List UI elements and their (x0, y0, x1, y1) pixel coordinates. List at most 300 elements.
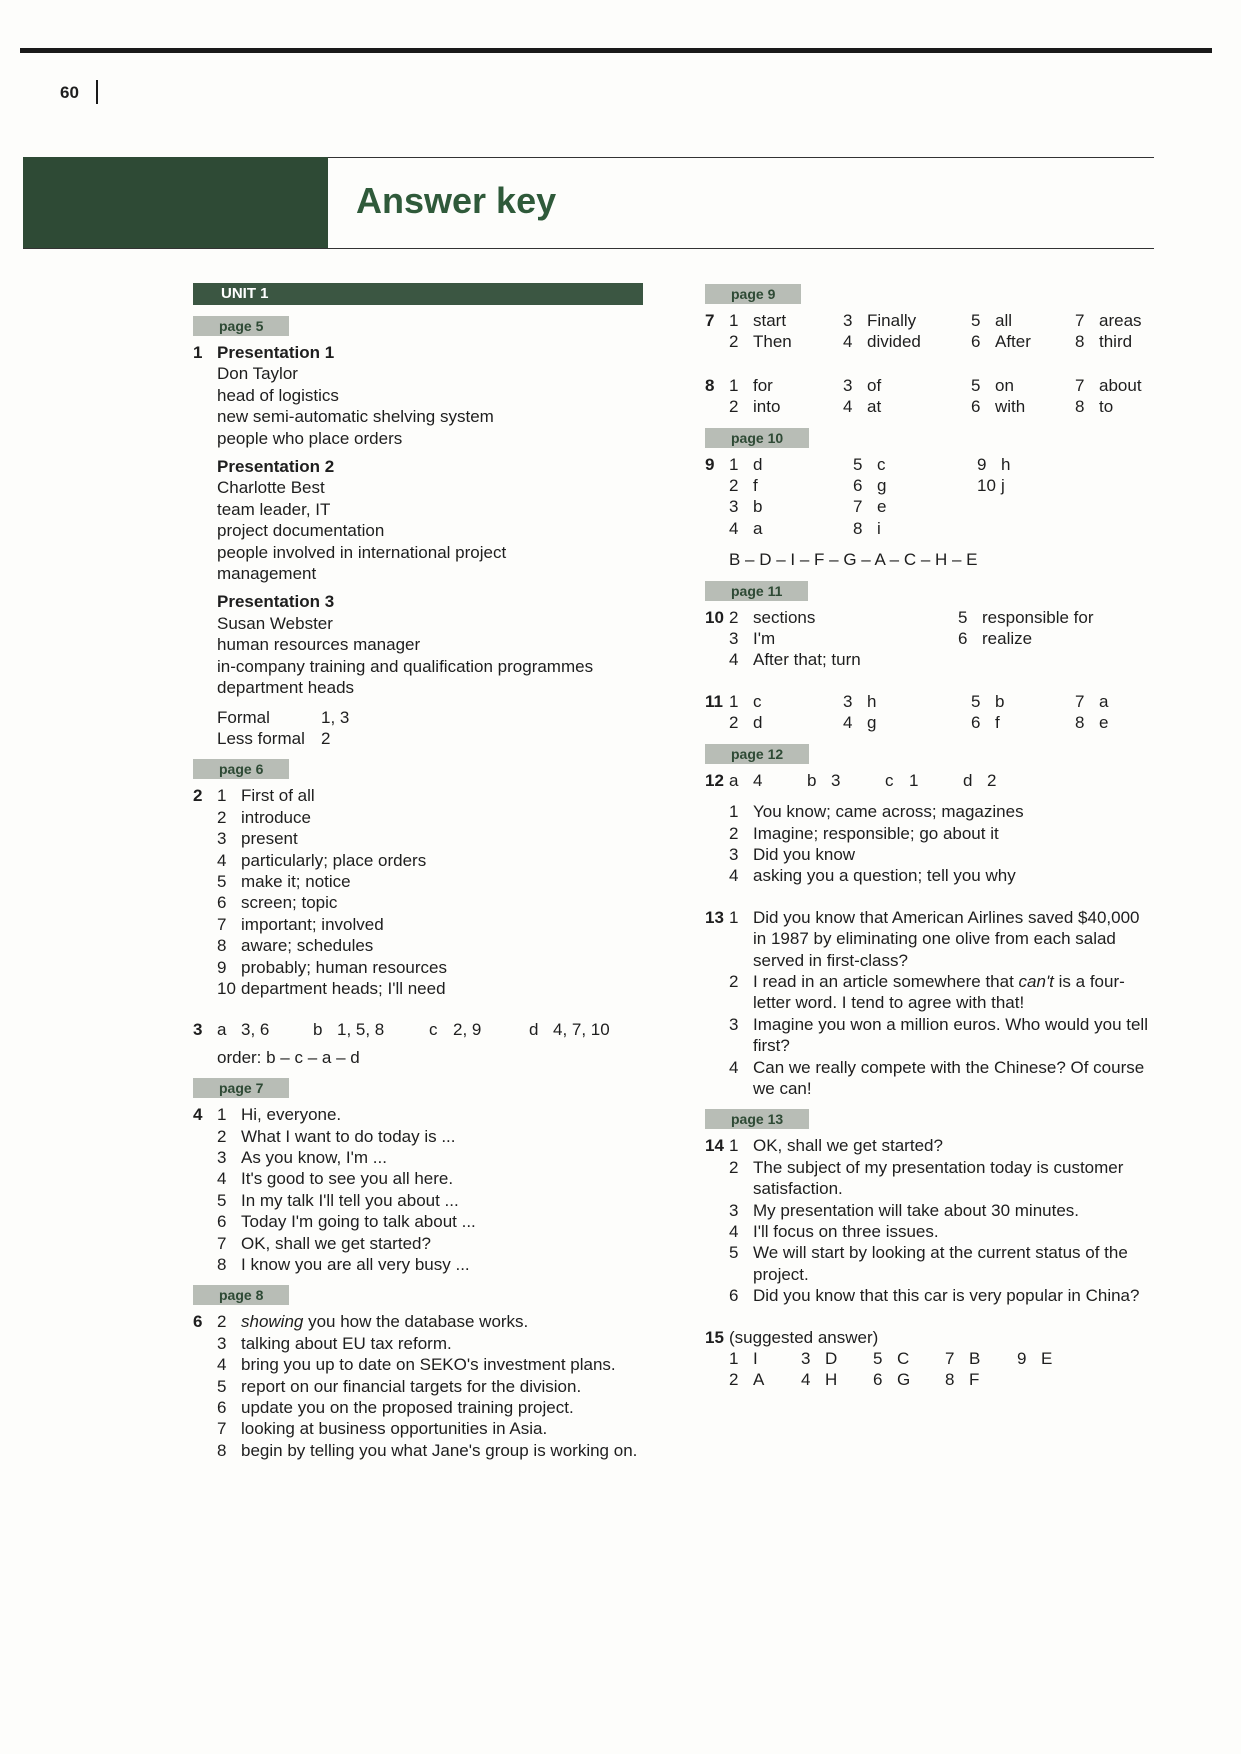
matching-row (217, 1019, 643, 1040)
grid-cell: 2 (729, 476, 739, 496)
grid-cell (1017, 1369, 1041, 1390)
item-number: 1 (217, 1105, 227, 1125)
item-value: 3 (831, 770, 841, 790)
exercise-4 (193, 1104, 643, 1275)
answer-grid (729, 454, 1155, 540)
page-tab-13: page 13 (705, 1109, 809, 1129)
presentation-heading: Presentation 3 (217, 592, 335, 612)
grid-cell (1001, 496, 1081, 517)
answer-line: in-company training and qualification programmes (217, 656, 594, 676)
item-text: OK, shall we get started? (241, 1233, 431, 1253)
item-value: 1 (909, 770, 919, 790)
grid-cell: 5 (853, 454, 863, 474)
page-tab-6: page 6 (193, 759, 289, 779)
grid-cell: 3 (843, 375, 853, 395)
less-formal-label: Less formal (217, 728, 305, 748)
grid-cell: 6 (853, 476, 863, 496)
item-text: What I want to do today is ... (241, 1126, 456, 1146)
grid-cell: 5 (958, 607, 968, 627)
item-letter: d (963, 770, 973, 790)
grid-cell: all (995, 311, 1013, 330)
grid-cell: 5 (971, 375, 981, 395)
list-item (217, 1440, 643, 1461)
item-text: You know; came across; magazines (753, 802, 1024, 822)
less-formal-value: 2 (321, 728, 331, 748)
grid-cell: a (753, 518, 763, 538)
item-text: report on our financial targets for the division. (241, 1376, 582, 1396)
exercise-15 (705, 1327, 1155, 1391)
answer-line: people involved in international project (217, 542, 507, 562)
page-number: 60 (60, 83, 79, 102)
grid-cell: d (753, 713, 763, 733)
item-text: talking about EU tax reform. (241, 1333, 452, 1353)
top-rule (20, 48, 1212, 53)
grid-cell (977, 496, 1001, 517)
exercise-number: 10 (705, 607, 724, 627)
list-item (729, 971, 1155, 1014)
grid-cell: 2 (729, 713, 739, 733)
item-letter: c (885, 770, 894, 790)
grid-cell: i (877, 518, 881, 538)
item-text: Did you know that American Airlines saved $40,000 in 1987 by eliminating one olive from each salad served in first-class? (753, 907, 1140, 970)
grid-cell (1001, 518, 1081, 539)
list-item (217, 807, 643, 828)
list-item (729, 823, 1155, 844)
presentation-heading: Presentation 2 (217, 457, 335, 477)
grid-cell: 7 (853, 497, 863, 517)
grid-cell: 6 (971, 713, 981, 733)
grid-cell: 3 (843, 691, 853, 711)
page-tab-8: page 8 (193, 1285, 289, 1305)
item-number: 5 (729, 1243, 739, 1263)
grid-cell: 7 (1075, 311, 1085, 330)
item-number: 8 (217, 1255, 227, 1275)
grid-cell: about (1099, 375, 1142, 395)
unit-heading: UNIT 1 (193, 283, 643, 305)
exercise-9 (705, 454, 1155, 571)
item-text: introduce (241, 807, 311, 827)
item-text: probably; human resources (241, 957, 448, 977)
grid-cell: d (753, 454, 763, 474)
item-text (753, 971, 1155, 1014)
grid-cell: 6 (971, 397, 981, 417)
list-item (729, 907, 1155, 971)
formality-table (217, 707, 643, 750)
list-item (217, 1397, 643, 1418)
list-item (217, 1376, 643, 1397)
grid-cell: sections (753, 607, 816, 627)
page-tab-10: page 10 (705, 428, 809, 448)
list-item (217, 1104, 643, 1125)
item-text: After that; turn (753, 650, 861, 670)
item-number: 4 (729, 1057, 739, 1077)
item-text: begin by telling you what Jane's group is working on. (241, 1440, 638, 1460)
item-number: 6 (217, 893, 227, 913)
list-item (217, 1354, 643, 1375)
grid-cell: 1 (729, 1349, 739, 1369)
item-number: 2 (729, 823, 739, 843)
item-letter: a (217, 1020, 227, 1040)
list-item (217, 785, 643, 806)
answer-line: team leader, IT (217, 499, 331, 519)
grid-cell: 6 (873, 1370, 883, 1390)
grid-cell: f (995, 713, 1000, 733)
page-tab-9: page 9 (705, 284, 801, 304)
grid-cell: g (867, 713, 877, 733)
page-number-divider (96, 80, 98, 104)
item-value: 3, 6 (241, 1020, 270, 1040)
grid-cell: c (877, 454, 886, 474)
title-rule-top (328, 157, 1154, 158)
item-text-rest: you how the database works. (303, 1312, 529, 1332)
item-number: 2 (217, 1126, 227, 1146)
grid-cell: third (1099, 332, 1133, 352)
answer-line: management (217, 564, 317, 584)
list-item (217, 935, 643, 956)
grid-cell: start (753, 311, 787, 330)
item-number: 8 (217, 936, 227, 956)
grid-cell: responsible for (982, 607, 1094, 627)
item-number: 6 (217, 1398, 227, 1418)
answer-line: new semi-automatic shelving system (217, 407, 494, 427)
exercise-number: 15 (705, 1327, 724, 1347)
grid-cell: C (897, 1349, 910, 1369)
item-text: Did you know that this car is very popular in China? (753, 1286, 1140, 1306)
grid-cell: 4 (843, 397, 853, 417)
answer-line: project documentation (217, 521, 385, 541)
item-number: 9 (217, 957, 227, 977)
grid-cell: 2 (729, 607, 739, 627)
list-item (729, 1135, 1155, 1156)
grid-cell: 5 (873, 1349, 883, 1369)
grid-cell: 5 (971, 691, 981, 711)
list-item (729, 1014, 1155, 1057)
grid-cell: 4 (729, 518, 739, 538)
grid-cell: A (753, 1370, 765, 1390)
exercise-number: 2 (193, 786, 203, 806)
list-item (217, 892, 643, 913)
exercise-number: 14 (705, 1136, 724, 1156)
grid-cell: 9 (977, 454, 987, 474)
exercise-6 (193, 1311, 643, 1461)
item-letter: d (529, 1020, 539, 1040)
item-text: bring you up to date on SEKO's investment plans. (241, 1355, 616, 1375)
grid-cell: Then (753, 332, 792, 352)
list-item (729, 1200, 1155, 1221)
list-item (217, 1333, 643, 1354)
item-number: 1 (217, 786, 227, 806)
title-band (23, 157, 328, 249)
item-text: OK, shall we get started? (753, 1136, 943, 1156)
item-text: Hi, everyone. (241, 1105, 342, 1125)
item-number: 1 (729, 802, 739, 822)
item-number: 2 (729, 971, 739, 991)
grid-cell: realize (982, 629, 1033, 649)
grid-cell: 1 (729, 311, 739, 330)
grid-cell: areas (1099, 311, 1142, 330)
item-number: 4 (729, 1222, 739, 1241)
item-text (241, 1311, 643, 1332)
exercise-number: 13 (705, 907, 724, 927)
exercise-1 (193, 342, 643, 749)
item-number: 4 (217, 1355, 227, 1375)
item-text: department heads; I'll need (241, 978, 446, 998)
item-text: As you know, I'm ... (241, 1148, 387, 1167)
grid-cell: G (897, 1370, 911, 1390)
exercise-number: 11 (705, 691, 723, 711)
list-item (217, 1211, 643, 1232)
answer-line: Susan Webster (217, 613, 333, 633)
grid-cell: Finally (867, 311, 917, 330)
item-text: I'll focus on three issues. (753, 1222, 939, 1241)
item-value: 4, 7, 10 (553, 1020, 610, 1040)
item-letter: b (807, 770, 817, 790)
item-text: present (241, 829, 298, 849)
exercise-note: (suggested answer) (729, 1327, 879, 1347)
grid-cell: to (1099, 397, 1114, 417)
item-text: Can we really compete with the Chinese? Of course we can! (753, 1057, 1145, 1098)
item-text: screen; topic (241, 893, 338, 913)
item-text: It's good to see you all here. (241, 1169, 454, 1189)
item-text: make it; notice (241, 871, 351, 891)
item-text: asking you a question; tell you why (753, 866, 1016, 886)
exercise-number: 1 (193, 343, 203, 362)
exercise-14 (705, 1135, 1155, 1306)
grid-cell: 2 (729, 1370, 739, 1390)
grid-cell: b (995, 691, 1005, 711)
grid-cell: 10 (977, 476, 996, 496)
list-item (217, 1168, 643, 1189)
exercise-10 (705, 607, 1155, 671)
exercise-3 (193, 1019, 643, 1068)
list-item (217, 1254, 643, 1275)
exercise-12 (705, 770, 1155, 887)
grid-cell: 6 (958, 629, 968, 649)
grid-cell: 3 (729, 629, 739, 649)
item-text: aware; schedules (241, 936, 374, 956)
item-text: The subject of my presentation today is customer satisfaction. (753, 1157, 1124, 1199)
grid-cell: h (867, 691, 877, 711)
grid-cell: 1 (729, 375, 739, 395)
grid-cell: on (995, 375, 1014, 395)
item-number: 2 (729, 1157, 739, 1177)
item-value: 1, 5, 8 (337, 1020, 385, 1040)
item-number: 4 (217, 1169, 227, 1189)
item-text-pre: I read in an article somewhere that (753, 971, 1019, 991)
item-text: update you on the proposed training project. (241, 1398, 574, 1418)
item-text: Imagine; responsible; go about it (753, 823, 999, 843)
item-text: In my talk I'll tell you about ... (241, 1190, 459, 1210)
formal-label: Formal (217, 707, 270, 727)
item-number: 7 (217, 1233, 227, 1253)
item-number: 6 (217, 1212, 227, 1232)
list-item (729, 801, 1155, 822)
answer-line: department heads (217, 678, 355, 698)
grid-cell: c (753, 691, 762, 711)
item-number: 3 (729, 1200, 739, 1220)
exercise-number: 4 (193, 1105, 203, 1125)
item-number: 5 (217, 1376, 227, 1396)
list-item (729, 844, 1155, 865)
title-rule-bottom (23, 248, 1154, 249)
item-number: 1 (729, 1136, 739, 1156)
item-text-post: is a four-letter word. I tend to agree with that! (753, 971, 1125, 1013)
grid-cell: 2 (729, 332, 739, 352)
grid-cell: 4 (843, 713, 853, 733)
item-number: 4 (729, 650, 739, 670)
item-text: important; involved (241, 914, 384, 934)
grid-cell: B (969, 1349, 981, 1369)
item-number: 5 (217, 1190, 227, 1210)
grid-cell: After (995, 332, 1031, 352)
item-number: 7 (217, 914, 227, 934)
exercise-7 (705, 310, 1155, 353)
answer-line: Don Taylor (217, 364, 298, 384)
item-text: My presentation will take about 30 minutes. (753, 1200, 1080, 1220)
list-item (217, 1126, 643, 1147)
item-text: Today I'm going to talk about ... (241, 1212, 476, 1232)
list-item (729, 1157, 1155, 1200)
grid-cell: of (867, 375, 882, 395)
left-column (193, 283, 643, 1461)
item-text: I know you are all very busy ... (241, 1255, 470, 1275)
item-text: Did you know (753, 844, 856, 864)
page-tab-11: page 11 (705, 581, 808, 601)
grid-cell: 7 (1075, 691, 1085, 711)
list-item (729, 1285, 1155, 1306)
item-number: 6 (729, 1286, 739, 1306)
list-item (217, 914, 643, 935)
exercise-8 (705, 375, 1155, 418)
grid-cell: 8 (1075, 332, 1085, 352)
grid-cell: 7 (945, 1349, 955, 1369)
grid-cell: 4 (801, 1370, 811, 1390)
exercise-11 (705, 691, 1155, 734)
answer-line: human resources manager (217, 635, 421, 655)
item-text: First of all (241, 786, 315, 806)
grid-cell: at (867, 397, 882, 417)
right-column (705, 283, 1155, 1391)
item-text: looking at business opportunities in Asia. (241, 1419, 548, 1439)
grid-cell: I'm (753, 629, 776, 649)
answer-grid (729, 310, 1155, 353)
list-item (217, 1233, 643, 1254)
item-text: We will start by looking at the current status of the project. (753, 1243, 1128, 1284)
grid-cell: I (753, 1349, 758, 1369)
grid-cell: 9 (1017, 1349, 1027, 1369)
italic-word: can't (1018, 971, 1054, 991)
grid-cell: 8 (853, 518, 863, 538)
presentation-heading: Presentation 1 (217, 343, 335, 362)
grid-cell: into (753, 397, 781, 417)
item-number: 4 (217, 850, 227, 870)
list-item (217, 978, 643, 999)
answer-grid (729, 375, 1155, 418)
item-number: 2 (217, 1312, 227, 1332)
grid-cell: D (825, 1349, 838, 1369)
item-text: Imagine you won a million euros. Who would you tell first? (753, 1014, 1148, 1056)
list-item (729, 1242, 1155, 1285)
item-number: 7 (217, 1419, 227, 1439)
item-letter: c (429, 1020, 438, 1040)
grid-cell: 8 (1075, 397, 1085, 417)
list-item (217, 828, 643, 849)
grid-cell: 5 (971, 311, 981, 330)
item-number: 3 (729, 1014, 739, 1034)
exercise-number: 6 (193, 1312, 203, 1332)
list-item (217, 1147, 643, 1168)
grid-cell: 7 (1075, 375, 1085, 395)
grid-cell (977, 518, 1001, 539)
page-tab-12: page 12 (705, 744, 809, 764)
list-item (217, 1311, 643, 1332)
item-letter: b (313, 1020, 323, 1040)
exercise-number: 7 (705, 311, 715, 330)
grid-cell: e (1099, 713, 1109, 733)
page-title: Answer key (356, 180, 557, 221)
item-value: 2 (987, 770, 997, 790)
order-line: order: b – c – a – d (217, 1047, 360, 1067)
item-number: 2 (217, 807, 227, 827)
list-item (729, 1221, 1155, 1242)
answer-grid (729, 691, 1155, 734)
formal-value: 1, 3 (321, 707, 350, 727)
grid-cell: b (753, 497, 763, 517)
list-item (217, 850, 643, 871)
item-number: 5 (217, 871, 227, 891)
grid-cell: 3 (843, 311, 853, 330)
grid-cell: 1 (729, 454, 739, 474)
grid-cell: 8 (1075, 713, 1085, 733)
sequence-line: B – D – I – F – G – A – C – H – E (729, 550, 978, 570)
grid-cell: H (825, 1370, 838, 1390)
page-tab-7: page 7 (193, 1078, 289, 1098)
page-tab-5: page 5 (193, 316, 289, 336)
answer-line: head of logistics (217, 385, 339, 405)
italic-word: showing (241, 1312, 304, 1332)
grid-cell: divided (867, 332, 921, 352)
item-number: 3 (217, 829, 227, 849)
exercise-number: 8 (705, 375, 715, 395)
item-number: 3 (729, 844, 739, 864)
grid-cell: with (995, 397, 1026, 417)
grid-cell: g (877, 476, 887, 496)
list-item (729, 1057, 1155, 1100)
item-number: 3 (217, 1148, 227, 1167)
exercise-2 (193, 785, 643, 999)
grid-cell: h (1001, 454, 1011, 474)
grid-cell: for (753, 375, 773, 395)
grid-cell: 3 (801, 1349, 811, 1369)
grid-cell: a (1099, 691, 1109, 711)
answer-grid (729, 1348, 1155, 1391)
matching-row (729, 770, 1155, 791)
answer-line: people who place orders (217, 428, 403, 448)
answer-grid (729, 607, 1155, 650)
item-number: 10 (217, 978, 236, 998)
list-item (729, 649, 1155, 670)
grid-cell (1041, 1369, 1071, 1390)
list-item (217, 957, 643, 978)
item-number: 4 (729, 866, 739, 886)
grid-cell: F (969, 1370, 980, 1390)
grid-cell: 2 (729, 397, 739, 417)
item-number: 8 (217, 1440, 227, 1460)
grid-cell: e (877, 497, 887, 517)
exercise-13 (705, 907, 1155, 1100)
list-item (217, 1190, 643, 1211)
list-item (729, 865, 1155, 886)
